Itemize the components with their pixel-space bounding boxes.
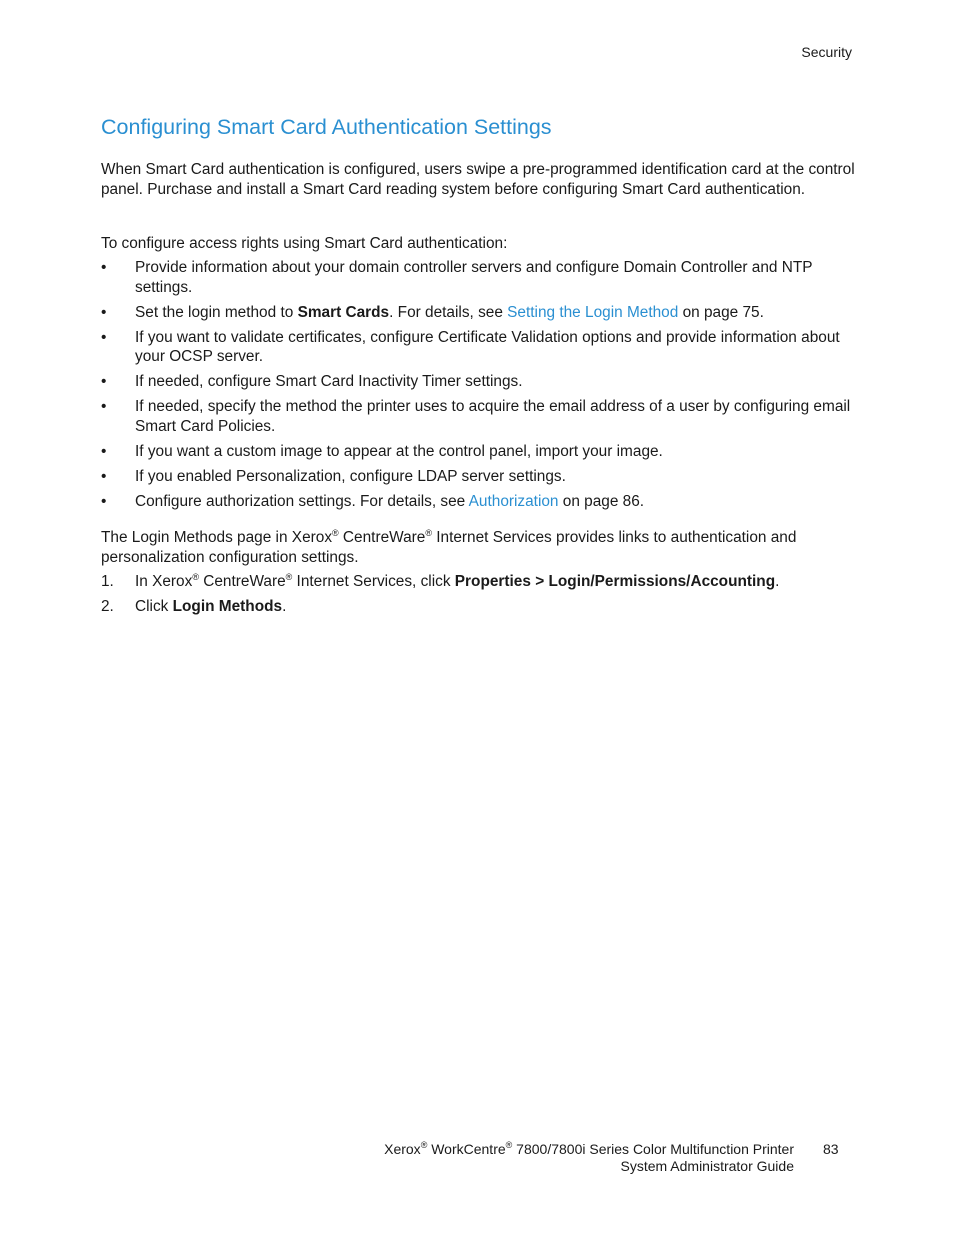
bullet-icon: • bbox=[101, 398, 107, 416]
page-footer bbox=[384, 1141, 794, 1175]
page-title: Configuring Smart Card Authentication Settings bbox=[101, 115, 552, 139]
list-item: • Set the login method to Smart Cards. For details, see Setting the Login Method on page 75. bbox=[101, 303, 764, 321]
link-authorization[interactable]: Authorization bbox=[468, 492, 559, 510]
list-item: • If needed, configure Smart Card Inactivity Timer settings. bbox=[101, 373, 523, 391]
list-item: • If you want to validate certificates, configure Certificate Validation options and provide information about your OCSP server. bbox=[101, 328, 840, 366]
step-number: 1. bbox=[101, 573, 114, 590]
list-item: • If you enabled Personalization, configure LDAP server settings. bbox=[101, 467, 566, 485]
step-item: 2. Click Login Methods. bbox=[101, 597, 287, 615]
step-item: 1. In Xerox® CentreWare® Internet Services, click Properties > Login/Permissions/Accounting. bbox=[101, 572, 780, 590]
list-item: • Configure authorization settings. For details, see Authorization on page 86. bbox=[101, 492, 645, 510]
requirements-list bbox=[101, 258, 861, 517]
lead-in-paragraph: To configure access rights using Smart Card authentication: bbox=[101, 235, 508, 252]
bullet-icon: • bbox=[101, 373, 107, 391]
list-item: • If you want a custom image to appear at the control panel, import your image. bbox=[101, 442, 663, 460]
step-number: 2. bbox=[101, 597, 114, 615]
bullet-icon: • bbox=[101, 442, 107, 460]
footer-guide-title: System Administrator Guide bbox=[620, 1158, 794, 1174]
footer-product-line: Xerox® WorkCentre® 7800/7800i Series Color Multifunction Printer bbox=[384, 1140, 794, 1157]
intro-paragraph: When Smart Card authentication is configured, users swipe a pre-programmed identification card at the control panel. Purchase and install a Smart Card reading system before configuring Smart Card authentication. bbox=[101, 161, 855, 198]
bullet-icon: • bbox=[101, 303, 107, 321]
bullet-icon: • bbox=[101, 259, 107, 276]
outro-paragraph: The Login Methods page in Xerox® CentreWare® Internet Services provides links to authentication and personalization configuration settings. bbox=[101, 528, 797, 566]
list-item: • If needed, specify the method the printer uses to acquire the email address of a user by configuring email Smart Card Policies. bbox=[101, 398, 851, 435]
bullet-icon: • bbox=[101, 492, 107, 510]
steps-list bbox=[101, 572, 861, 622]
bullet-icon: • bbox=[101, 328, 107, 346]
page-number: 83 bbox=[823, 1141, 839, 1157]
list-item: • Provide information about your domain controller servers and configure Domain Controller and NTP settings. bbox=[101, 259, 813, 296]
bullet-icon: • bbox=[101, 467, 107, 485]
link-setting-login-method[interactable]: Setting the Login Method bbox=[507, 303, 679, 321]
running-header: Security bbox=[801, 44, 852, 60]
